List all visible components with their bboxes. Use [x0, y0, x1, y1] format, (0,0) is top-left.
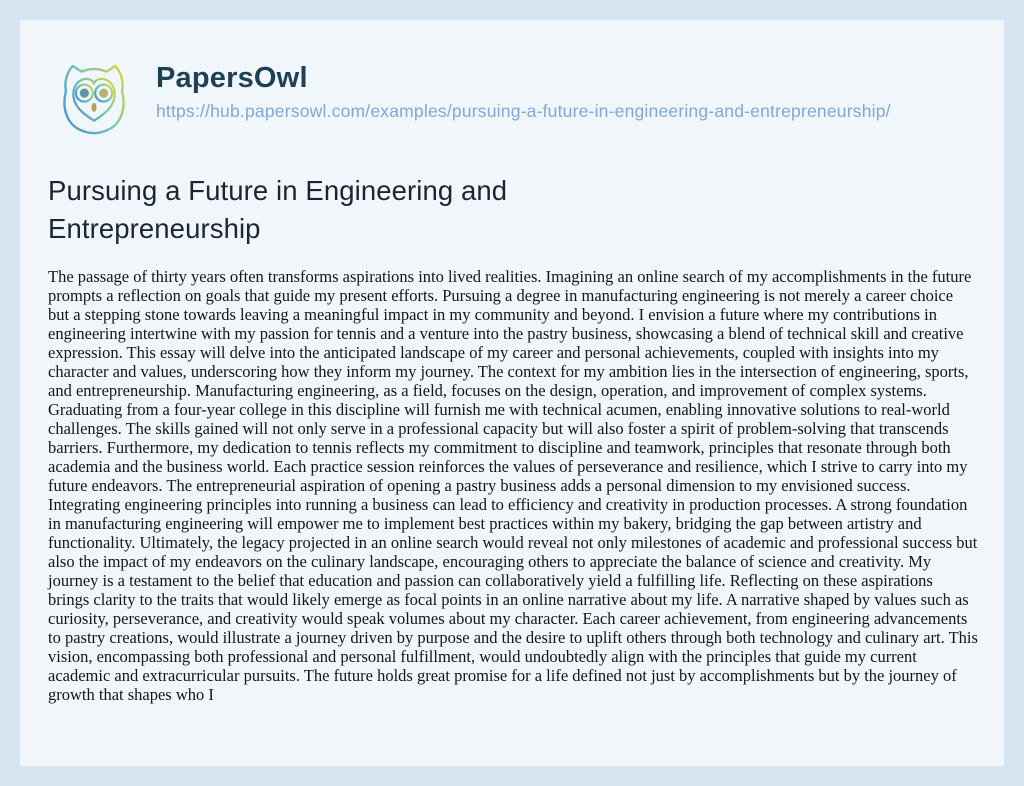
brand-name: PapersOwl [156, 62, 308, 94]
site-header [48, 56, 976, 146]
article-body: The passage of thirty years often transforms aspirations into lived realities. Imagining an online search of my accomplishments in the future prompts a reflection on goals that guide my present efforts. Pursuing a degree in manufacturing engineering is not merely a career choice but a stepping stone towards leaving a meaningful impact in my community and beyond. I envision a future where my contributions in engineering intertwine with my passion for tennis and a venture into the pastry business, showcasing a blend of technical skill and creative expression. This essay will delve into the anticipated landscape of my career and personal achievements, coupled with insights into my character and values, underscoring how they inform my journey. The context for my ambition lies in the intersection of engineering, sports, and entrepreneurship. Manufacturing engineering, as a field, focuses on the design, operation, and improvement of complex systems. Graduating from a four-year college in this discipline will furnish me with technical acumen, enabling innovative solutions to real-world challenges. The skills gained will not only serve in a professional capacity but will also foster a spirit of problem-solving that transcends barriers. Furthermore, my dedication to tennis reflects my commitment to discipline and teamwork, principles that resonate through both academia and the business world. Each practice session reinforces the values of perseverance and resilience, which I strive to carry into my future endeavors. The entrepreneurial aspiration of opening a pastry business adds a personal dimension to my envisioned success. Integrating engineering principles into running a business can lead to efficiency and creativity in production processes. A strong foundation in manufacturing engineering will empower me to implement best practices within my bakery, bridging the gap between artistry and functionality. Ultimately, the legacy projected in an online search would reveal not only milestones of academic and professional success but also the impact of my endeavors on the culinary landscape, encouraging others to appreciate the balance of science and creativity. My journey is a testament to the belief that education and passion can collaboratively yield a fulfilling life. Reflecting on these aspirations brings clarity to the traits that would likely emerge as focal points in an online narrative about my life. A narrative shaped by values such as curiosity, perseverance, and creativity would speak volumes about my character. Each career achievement, from engineering advancements to pastry creations, would illustrate a journey driven by purpose and the desire to uplift others through both technology and culinary art. This vision, encompassing both professional and personal fulfillment, would undoubtedly align with the principles that guide my current academic and extracurricular pursuits. The future holds great promise for a life defined not just by accomplishments but by the journey of growth that shapes who I [48, 267, 978, 704]
article-title: Pursuing a Future in Engineering and Entrepreneurship [48, 175, 508, 244]
page-url-link[interactable]: https://hub.papersowl.com/examples/pursuing-a-future-in-engineering-and-entrepreneurship/ [156, 101, 891, 121]
owl-logo-icon [48, 54, 140, 146]
content-card [20, 20, 1004, 766]
brand-block [156, 62, 891, 122]
